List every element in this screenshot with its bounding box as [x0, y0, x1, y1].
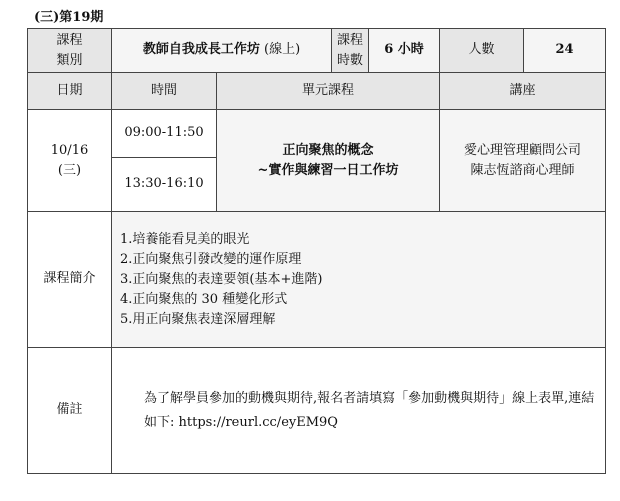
session-unit-line1: 正向聚焦的概念 [282, 142, 374, 158]
intro-row [28, 212, 606, 348]
hours-value: 6 小時 [369, 29, 440, 73]
hours-label-line2: 時數 [336, 52, 363, 68]
intro-item: 4.正向聚焦的 30 種變化形式 [120, 291, 288, 307]
people-label: 人數 [440, 29, 524, 73]
session-time-afternoon: 13:30-16:10 [112, 158, 217, 212]
session-date: 10/16 [50, 142, 89, 158]
session-weekday: (三) [57, 162, 82, 178]
header-row [28, 29, 606, 73]
intro-label: 課程簡介 [28, 212, 112, 348]
session-row-morning [28, 110, 606, 158]
category-label-line2: 類別 [56, 52, 83, 68]
intro-list [112, 212, 606, 348]
column-unit: 單元課程 [217, 73, 440, 110]
course-mode: (線上) [264, 42, 301, 58]
intro-item: 1.培養能看見美的眼光 [120, 231, 250, 247]
category-label-line1: 課程 [56, 32, 83, 48]
hours-label-cell [332, 29, 369, 73]
speaker-name: 陳志恆諮商心理師 [470, 162, 575, 178]
people-value: 24 [524, 29, 606, 73]
column-header-row [28, 73, 606, 110]
speaker-org: 愛心理管理顧問公司 [463, 142, 581, 158]
period-title: (三)第19期 [34, 10, 104, 25]
course-name: 教師自我成長工作坊 [142, 42, 260, 58]
session-time-morning: 09:00-11:50 [112, 110, 217, 158]
category-label-cell [28, 29, 112, 73]
hours-label-line1: 課程 [336, 32, 363, 48]
session-unit-line2: ~實作與練習一日工作坊 [257, 162, 399, 178]
course-schedule-table [27, 28, 606, 474]
remarks-row [28, 348, 606, 474]
column-date: 日期 [28, 73, 112, 110]
session-unit-cell [217, 110, 440, 212]
course-name-cell [112, 29, 332, 73]
remarks-text: 為了解學員參加的動機與期待,報名者請填寫「參加動機與期待」線上表單,連結如下: https://reurl.cc/eyEM9Q [112, 348, 606, 474]
intro-item: 3.正向聚焦的表達要領(基本+進階) [120, 271, 323, 287]
session-speaker-cell [440, 110, 606, 212]
remarks-label: 備註 [28, 348, 112, 474]
column-speaker: 講座 [440, 73, 606, 110]
column-time: 時間 [112, 73, 217, 110]
intro-item: 5.用正向聚焦表達深層理解 [120, 311, 276, 327]
session-date-cell [28, 110, 112, 212]
intro-item: 2.正向聚焦引發改變的運作原理 [120, 251, 302, 267]
